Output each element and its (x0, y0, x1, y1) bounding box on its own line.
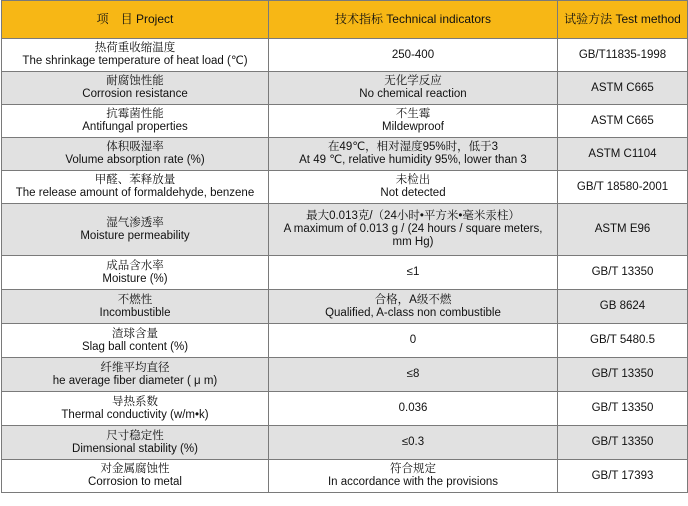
project-name-en: Moisture permeability (80, 229, 190, 242)
project-name-cn: 成品含水率 (106, 259, 164, 272)
table-row (2, 290, 688, 324)
spec-table-body (2, 39, 688, 493)
project-name-cn: 体积吸湿率 (106, 141, 164, 153)
table-row (2, 426, 688, 460)
project-name-cn: 对金属腐蚀性 (100, 463, 170, 475)
indicator-cell (269, 392, 558, 426)
project-cell (2, 426, 269, 460)
test-method-cell: GB/T 13350 (558, 392, 688, 426)
project-name-cn: 不燃性 (117, 293, 153, 306)
project-name-cn: 热荷重收缩温度 (94, 42, 176, 54)
table-row (2, 460, 688, 493)
project-name-en: The shrinkage temperature of heat load (℃) (22, 55, 248, 67)
indicator-value-cn: 未检出 (395, 174, 431, 186)
test-method-cell: GB/T11835-1998 (558, 39, 688, 72)
indicator-cell (269, 138, 558, 171)
project-name-cn: 渣球含量 (112, 327, 158, 340)
test-method-cell: GB/T 5480.5 (558, 324, 688, 358)
test-method-cell: GB 8624 (558, 290, 688, 324)
test-method-cell: GB/T 13350 (558, 358, 688, 392)
project-name-en: Moisture (%) (102, 272, 168, 285)
indicator-value: No chemical reaction (359, 88, 467, 100)
test-method-cell: GB/T 18580-2001 (558, 171, 688, 204)
project-name-cn: 纤维平均直径 (100, 361, 170, 374)
project-name-cn: 甲醛、苯释放量 (94, 174, 176, 186)
table-row (2, 256, 688, 290)
indicator-value: Qualified, A-class non combustible (325, 306, 501, 319)
spec-table-header (2, 1, 688, 39)
test-method-cell: ASTM C1104 (558, 138, 688, 171)
table-row (2, 204, 688, 256)
indicator-value: Not detected (380, 187, 446, 199)
indicator-cell (269, 171, 558, 204)
project-cell (2, 256, 269, 290)
project-name-en: Dimensional stability (%) (72, 442, 198, 455)
table-row (2, 39, 688, 72)
project-name-en: Slag ball content (%) (81, 340, 189, 353)
indicator-cell (269, 358, 558, 392)
test-method-cell: GB/T 13350 (558, 426, 688, 460)
indicator-value: ≤1 (406, 266, 420, 278)
project-name-cn: 湿气渗透率 (106, 216, 164, 229)
project-cell (2, 460, 269, 493)
project-name-en: Antifungal properties (82, 121, 188, 133)
project-cell (2, 39, 269, 72)
project-name-en: Incombustible (99, 306, 171, 319)
table-row (2, 324, 688, 358)
table-row (2, 105, 688, 138)
indicator-value-cn: 最大0.013克/（24小时•平方米•毫米汞柱） (306, 210, 520, 222)
test-method-cell: GB/T 13350 (558, 256, 688, 290)
table-row (2, 138, 688, 171)
project-cell (2, 72, 269, 105)
spec-table (1, 0, 688, 493)
project-name-cn: 尺寸稳定性 (106, 429, 164, 442)
project-cell (2, 290, 269, 324)
indicator-value-cn: 在49℃，相对湿度95%时，低于3 (327, 141, 499, 153)
project-name-cn: 导热系数 (112, 395, 158, 408)
project-name-en: he average fiber diameter ( μ m) (52, 374, 218, 387)
project-cell (2, 204, 269, 256)
project-name-en: Corrosion to metal (88, 476, 182, 488)
table-row (2, 72, 688, 105)
project-name-en: The release amount of formaldehyde, benzene (15, 187, 255, 199)
project-cell (2, 392, 269, 426)
header-row (2, 1, 688, 39)
project-name-en: Volume absorption rate (%) (65, 154, 205, 166)
table-row (2, 171, 688, 204)
indicator-value-cn: 无化学反应 (384, 75, 442, 87)
indicator-cell (269, 256, 558, 290)
indicator-value-cn: 合格，A级不燃 (374, 293, 452, 306)
header-project: 项 目 Project (2, 1, 269, 39)
test-method-cell: ASTM E96 (558, 204, 688, 256)
indicator-cell (269, 460, 558, 493)
header-method: 试验方法 Test method (558, 1, 688, 39)
test-method-cell: GB/T 17393 (558, 460, 688, 493)
table-row (2, 358, 688, 392)
indicator-value: Mildewproof (382, 121, 444, 133)
indicator-cell (269, 426, 558, 460)
indicator-cell (269, 290, 558, 324)
project-cell (2, 171, 269, 204)
table-row (2, 392, 688, 426)
project-cell (2, 105, 269, 138)
test-method-cell: ASTM C665 (558, 105, 688, 138)
indicator-value: At 49 ℃, relative humidity 95%, lower than 3 (299, 154, 527, 166)
project-name-en: Corrosion resistance (82, 88, 188, 100)
project-name-cn: 耐腐蚀性能 (106, 75, 164, 87)
indicator-value-cn: 符合规定 (390, 463, 436, 475)
indicator-value: 0.036 (398, 402, 428, 414)
project-cell (2, 324, 269, 358)
project-name-en: Thermal conductivity (w/m•k) (61, 408, 209, 421)
indicator-value: ≤8 (406, 368, 420, 380)
project-cell (2, 138, 269, 171)
header-indicators: 技术指标 Technical indicators (269, 1, 558, 39)
indicator-cell (269, 204, 558, 256)
indicator-cell (269, 39, 558, 72)
indicator-value: In accordance with the provisions (327, 476, 499, 488)
indicator-value: 0 (409, 334, 417, 346)
project-cell (2, 358, 269, 392)
indicator-cell (269, 324, 558, 358)
indicator-value: A maximum of 0.013 g / (24 hours / square meters, mm Hg) (283, 223, 543, 248)
indicator-value: 250-400 (391, 48, 435, 61)
indicator-cell (269, 72, 558, 105)
indicator-value: ≤0.3 (401, 436, 425, 448)
test-method-cell: ASTM C665 (558, 72, 688, 105)
indicator-cell (269, 105, 558, 138)
indicator-value-cn: 不生霉 (395, 108, 431, 120)
project-name-cn: 抗霉菌性能 (106, 108, 164, 120)
